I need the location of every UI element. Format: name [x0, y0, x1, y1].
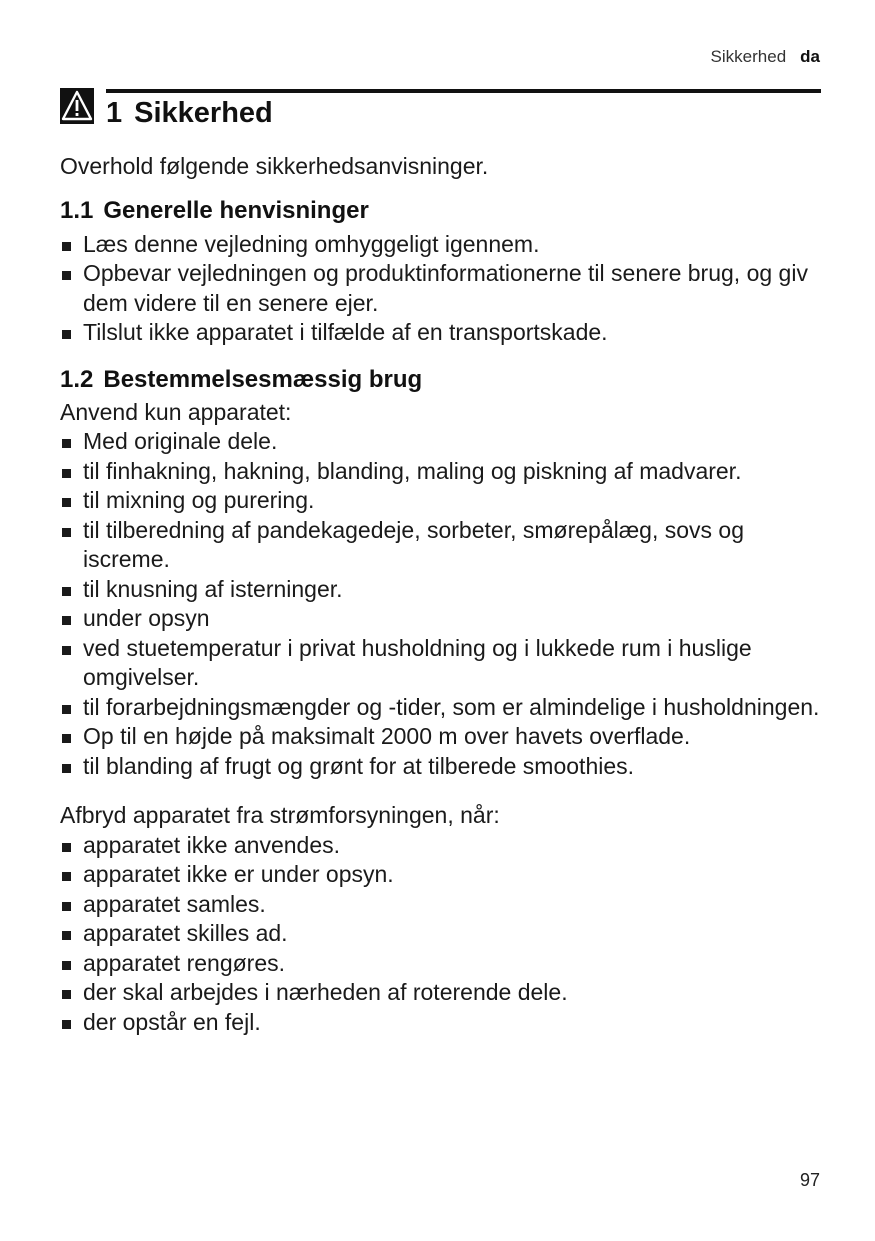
intended-use-list [60, 427, 825, 781]
chapter-title [106, 97, 273, 130]
list-item: til mixning og purering. [60, 486, 825, 516]
intended-use-lead: Anvend kun apparatet: [60, 398, 292, 425]
list-item: der opstår en fejl. [60, 1008, 825, 1038]
list-item: til tilberedning af pandekagedeje, sorbeter, smørepålæg, sovs og iscreme. [60, 516, 825, 575]
disconnect-conditions-list [60, 831, 825, 1038]
list-item: til finhakning, hakning, blanding, maling og piskning af madvarer. [60, 457, 825, 487]
disconnect-lead: Afbryd apparatet fra strømforsyningen, når: [60, 802, 500, 828]
list-item: under opsyn [60, 604, 825, 634]
chapter-title-text: Sikkerhed [134, 97, 273, 129]
list-item: der skal arbejdes i nærheden af roterende dele. [60, 978, 825, 1008]
list-item: Opbevar vejledningen og produktinformationerne til senere brug, og giv dem videre til en senere ejer. [60, 259, 825, 318]
general-notes-list [60, 230, 825, 348]
section-number: 1.2 [60, 365, 94, 393]
list-item: apparatet skilles ad. [60, 919, 825, 949]
list-item: ved stuetemperatur i privat husholdning og i lukkede rum i huslige omgivelser. [60, 634, 825, 693]
running-header-section: Sikkerhed [710, 47, 787, 66]
list-item: Læs denne vejledning omhyggeligt igennem. [60, 230, 825, 260]
list-item: Tilslut ikke apparatet i tilfælde af en transportskade. [60, 318, 825, 348]
section-title: Generelle henvisninger [103, 196, 369, 224]
warning-triangle-icon [60, 88, 94, 124]
section-number: 1.1 [60, 196, 94, 224]
section-heading-intended-use [60, 365, 825, 395]
section-heading-general [60, 196, 825, 226]
chapter-rule [106, 89, 821, 93]
section-title: Bestemmelsesmæssig brug [103, 365, 423, 393]
list-item: Op til en højde på maksimalt 2000 m over havets overflade. [60, 722, 825, 752]
chapter-number: 1 [106, 97, 123, 129]
list-item: til knusning af isterninger. [60, 575, 825, 605]
main-content [60, 152, 825, 1037]
list-item: Med originale dele. [60, 427, 825, 457]
list-item: apparatet ikke anvendes. [60, 831, 825, 861]
list-item: til forarbejdningsmængder og ‑tider, som er almindelige i husholdningen. [60, 693, 825, 723]
intro-text: Overhold følgende sikkerhedsanvisninger. [60, 153, 489, 179]
list-item: apparatet ikke er under opsyn. [60, 860, 825, 890]
list-item: apparatet rengøres. [60, 949, 825, 979]
running-header-language: da [800, 47, 820, 66]
list-item: apparatet samles. [60, 890, 825, 920]
page-number: 97 [799, 1170, 820, 1190]
running-header [711, 47, 820, 67]
list-item: til blanding af frugt og grønt for at tilberede smoothies. [60, 752, 825, 782]
